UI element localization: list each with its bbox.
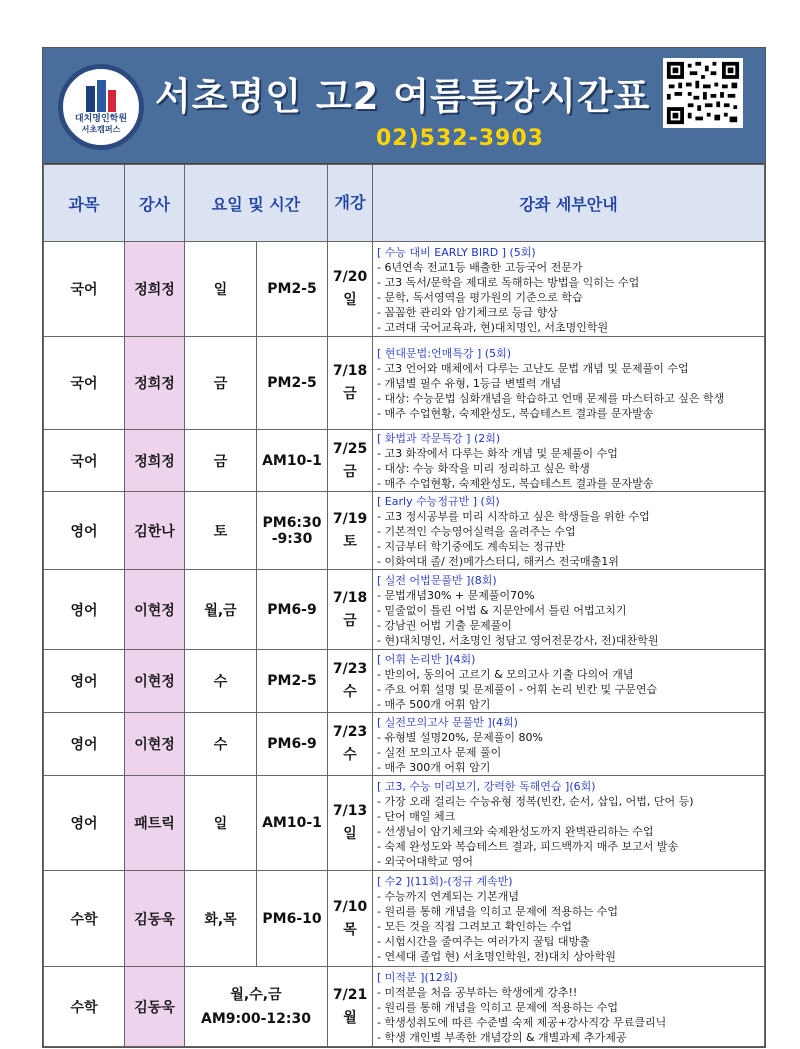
- col-header-instructor: 강사: [125, 165, 185, 242]
- instructor-cell: 이현정: [125, 570, 185, 650]
- day-cell: 일: [185, 776, 257, 871]
- table-row: [44, 713, 765, 776]
- academy-logo: [58, 64, 144, 150]
- day-cell: 토: [185, 492, 257, 570]
- detail-line: - 고려대 국어교육과, 현)대치명인, 서초명인학원: [377, 320, 609, 334]
- course-heading: [ 수능 대비 EARLY BIRD ] (5회): [377, 245, 536, 259]
- detail-line: - 밑줄없이 틀린 어법 & 지문안에서 틀린 어법고치기: [377, 603, 627, 617]
- details-cell: [373, 967, 765, 1047]
- table-row: [44, 337, 765, 430]
- table-header-row: [44, 165, 765, 242]
- table-row: [44, 242, 765, 337]
- table-row: [44, 871, 765, 967]
- start-day: 일: [343, 826, 357, 842]
- day-cell: 일: [185, 242, 257, 337]
- start-day: 금: [343, 463, 357, 480]
- day-cell: 수: [185, 650, 257, 713]
- detail-line: - 대상: 수능 화작을 미리 정리하고 싶은 학생: [377, 462, 590, 475]
- phone-number: 02)532-3903: [376, 126, 544, 151]
- day-cell: 금: [185, 337, 257, 430]
- instructor-cell: 이현정: [125, 650, 185, 713]
- detail-line: - 고3 화작에서 다루는 화작 개념 및 문제풀이 수업: [377, 447, 618, 460]
- subject-cell: 국어: [44, 242, 125, 337]
- start-day: 토: [343, 533, 357, 550]
- detail-line: - 단어 매일 체크: [377, 809, 456, 823]
- subject-cell: 국어: [44, 430, 125, 492]
- start-day: 월: [343, 1009, 357, 1026]
- table-row: [44, 570, 765, 650]
- col-header-start: 개강: [328, 165, 373, 242]
- time-text: AM9:00-12:30: [201, 1010, 311, 1027]
- day-cell: 화,목: [185, 871, 257, 967]
- time-cell: PM2-5: [257, 242, 328, 337]
- detail-line: - 외국어대학교 영어: [377, 854, 473, 868]
- subject-cell: 영어: [44, 776, 125, 871]
- detail-line: - 개념별 필수 유형, 1등급 변별력 개념: [377, 377, 562, 390]
- course-heading: [ Early 수능정규반 ] (회): [377, 494, 500, 508]
- time-cell: PM2-5: [257, 337, 328, 430]
- detail-line: - 선생님이 암기체크와 숙제완성도까지 완벽관리하는 수업: [377, 824, 654, 838]
- col-header-subject: 과목: [44, 165, 125, 242]
- logo-line1: 대치명인학원: [74, 113, 128, 124]
- detail-line: - 지금부터 학기중에도 계속되는 정규반: [377, 539, 565, 553]
- detail-line: - 실전 모의고사 문제 풀이: [377, 745, 502, 759]
- table-row: [44, 650, 765, 713]
- start-day: 목: [343, 921, 357, 938]
- detail-line: - 연세대 졸업 현) 서초명인학원, 전)대치 상아학원: [377, 950, 616, 963]
- day-cell: 월,금: [185, 570, 257, 650]
- detail-line: - 이화여대 졸/ 전)메가스터디, 해커스 전국매출1위: [377, 554, 619, 568]
- details-cell: [373, 242, 765, 337]
- start-cell: [328, 713, 373, 776]
- instructor-cell: 정희정: [125, 242, 185, 337]
- detail-line: - 꼼꼼한 관리와 암기체크로 등급 향상: [377, 305, 558, 319]
- detail-line: - 유형별 설명20%, 문제풀이 80%: [377, 730, 543, 744]
- day-text: 월,수,금: [230, 986, 282, 1003]
- details-cell: [373, 776, 765, 871]
- start-cell: [328, 650, 373, 713]
- detail-line: - 6년연속 전교1등 배출한 고등국어 전문가: [377, 260, 583, 274]
- course-heading: [ 미적분 ](12회): [377, 970, 458, 984]
- course-heading: [ 고3, 수능 미리보기, 강력한 독해연습 ](6회): [377, 779, 596, 793]
- start-date: 7/21: [332, 986, 368, 1003]
- start-day: 금: [343, 386, 357, 402]
- start-cell: [328, 570, 373, 650]
- course-heading: [ 실전 어법문풀반 ](8회): [377, 573, 497, 587]
- time-cell: AM10-1: [257, 776, 328, 871]
- detail-line: - 시험시간을 줄여주는 여러가지 꿀팁 대방출: [377, 935, 590, 948]
- course-heading: [ 화법과 작문특강 ] (2회): [377, 432, 501, 445]
- start-day: 수: [343, 684, 357, 700]
- detail-line: - 현)대치명인, 서초명인 청담고 영어전문강사, 전)대찬학원: [377, 633, 659, 647]
- course-heading: [ 현대문법:언매특강 ] (5회): [377, 347, 512, 360]
- detail-line: - 매주 300개 어휘 암기: [377, 760, 491, 774]
- detail-line: - 문학, 독서영역을 평가원의 기준으로 학습: [377, 290, 583, 304]
- start-cell: [328, 430, 373, 492]
- detail-line: - 원리를 통해 개념을 익히고 문제에 적용하는 수업: [377, 1000, 618, 1014]
- table-row: [44, 492, 765, 570]
- time-cell: AM10-1: [257, 430, 328, 492]
- start-date: 7/23: [332, 661, 368, 677]
- detail-line: - 매주 500개 어휘 암기: [377, 697, 491, 711]
- detail-line: - 주요 어휘 설명 및 문제풀이 - 어휘 논리 빈칸 및 구문연습: [377, 682, 658, 696]
- details-cell: [373, 430, 765, 492]
- table-row: [44, 430, 765, 492]
- table-row: [44, 967, 765, 1047]
- qr-code-icon: [663, 58, 743, 128]
- start-cell: [328, 492, 373, 570]
- table-row: [44, 776, 765, 871]
- timetable-page: [42, 47, 766, 1048]
- start-date: 7/25: [332, 440, 368, 457]
- instructor-cell: 정희정: [125, 337, 185, 430]
- schedule-table: [43, 164, 765, 1047]
- schedule-cell: [185, 967, 328, 1047]
- details-cell: [373, 713, 765, 776]
- detail-line: - 반의어, 동의어 고르기 & 모의고사 기출 다의어 개념: [377, 667, 634, 681]
- subject-cell: 영어: [44, 570, 125, 650]
- detail-line: - 고3 정시공부를 미리 시작하고 싶은 학생들을 위한 수업: [377, 509, 650, 523]
- time-cell: PM6:30 -9:30: [257, 492, 328, 570]
- instructor-cell: 김동욱: [125, 871, 185, 967]
- details-cell: [373, 871, 765, 967]
- subject-cell: 수학: [44, 967, 125, 1047]
- start-date: 7/23: [332, 724, 368, 740]
- detail-line: - 숙제 완성도와 복습테스트 결과, 피드백까지 매주 보고서 발송: [377, 839, 679, 853]
- instructor-cell: 패트릭: [125, 776, 185, 871]
- detail-line: - 매주 수업현황, 숙제완성도, 복습테스트 결과를 문자발송: [377, 407, 654, 420]
- detail-line: - 매주 수업현황, 숙제완성도, 복습테스트 결과를 문자발송: [377, 477, 654, 490]
- details-cell: [373, 492, 765, 570]
- logo-bars-icon: [86, 80, 116, 112]
- detail-line: - 대상: 수능문법 심화개념을 학습하고 언매 문제를 마스터하고 싶은 학생: [377, 392, 725, 405]
- start-date: 7/13: [332, 803, 368, 819]
- start-date: 7/19: [332, 510, 368, 527]
- time-cell: PM2-5: [257, 650, 328, 713]
- start-cell: [328, 871, 373, 967]
- logo-line2: 서초캠퍼스: [81, 124, 121, 134]
- start-date: 7/18: [332, 589, 368, 606]
- day-cell: 수: [185, 713, 257, 776]
- details-cell: [373, 337, 765, 430]
- start-date: 7/10: [332, 898, 368, 915]
- day-cell: 금: [185, 430, 257, 492]
- detail-line: - 모든 것을 직접 그려보고 확인하는 수업: [377, 920, 572, 933]
- instructor-cell: 정희정: [125, 430, 185, 492]
- start-cell: [328, 242, 373, 337]
- start-day: 금: [343, 612, 357, 629]
- course-heading: [ 수2 ](11회)-(정규 계속반): [377, 875, 513, 888]
- time-cell: PM6-10: [257, 871, 328, 967]
- detail-line: - 고3 언어와 매체에서 다루는 고난도 문법 개념 및 문제풀이 수업: [377, 362, 689, 375]
- detail-line: - 문법개념30% + 문제풀이70%: [377, 588, 535, 602]
- detail-line: - 가장 오래 걸리는 수능유형 정복(빈칸, 순서, 삽입, 어법, 단어 등): [377, 794, 694, 808]
- subject-cell: 영어: [44, 650, 125, 713]
- col-header-details: 강좌 세부안내: [373, 165, 765, 242]
- instructor-cell: 김한나: [125, 492, 185, 570]
- subject-cell: 영어: [44, 713, 125, 776]
- start-date: 7/20: [332, 269, 368, 285]
- instructor-cell: 이현정: [125, 713, 185, 776]
- detail-line: - 기본적인 수능영어실력을 올려주는 수업: [377, 524, 576, 538]
- start-cell: [328, 337, 373, 430]
- start-date: 7/18: [332, 363, 368, 379]
- subject-cell: 국어: [44, 337, 125, 430]
- detail-line: - 강남권 어법 기출 문제풀이: [377, 618, 512, 632]
- start-day: 일: [343, 292, 357, 308]
- detail-line: - 학생 개인별 부족한 개념강의 & 개별과제 추가제공: [377, 1030, 627, 1044]
- detail-line: - 고3 독서/문학을 제대로 독해하는 방법을 익히는 수업: [377, 275, 640, 289]
- details-cell: [373, 650, 765, 713]
- instructor-cell: 김동욱: [125, 967, 185, 1047]
- page-title: 서초명인 고2 여름특강시간표: [155, 75, 651, 118]
- start-day: 수: [343, 747, 357, 763]
- start-cell: [328, 776, 373, 871]
- detail-line: - 미적분을 처음 공부하는 학생에게 강추!!: [377, 985, 578, 999]
- subject-cell: 영어: [44, 492, 125, 570]
- time-cell: PM6-9: [257, 713, 328, 776]
- detail-line: - 수능까지 연계되는 기본개념: [377, 890, 519, 903]
- start-cell: [328, 967, 373, 1047]
- detail-line: - 학생성취도에 따른 수준별 숙제 제공+강사직강 무료클리닉: [377, 1015, 667, 1029]
- detail-line: - 원리를 통해 개념을 익히고 문제에 적용하는 수업: [377, 905, 618, 918]
- course-heading: [ 실전모의고사 문풀반 ](4회): [377, 715, 518, 729]
- time-cell: PM6-9: [257, 570, 328, 650]
- subject-cell: 수학: [44, 871, 125, 967]
- details-cell: [373, 570, 765, 650]
- col-header-schedule: 요일 및 시간: [185, 165, 328, 242]
- course-heading: [ 어휘 논리반 ](4회): [377, 652, 476, 666]
- header-banner: [43, 48, 765, 164]
